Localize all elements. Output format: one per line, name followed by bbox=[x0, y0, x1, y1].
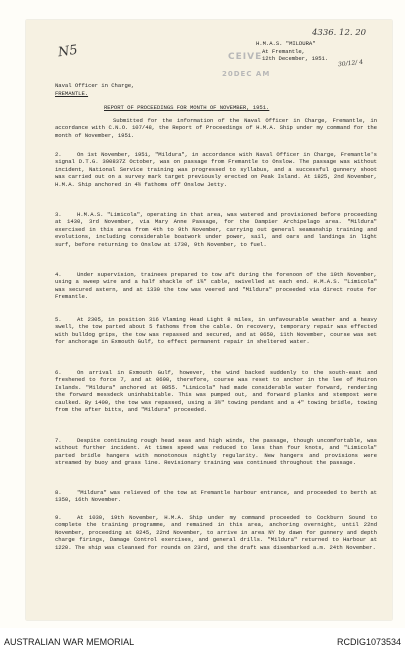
paragraph-number: 8. bbox=[55, 489, 62, 496]
paragraph-7 bbox=[55, 437, 377, 467]
paragraph-number: 5. bbox=[55, 316, 62, 323]
paragraph-text: At 2305, in position 316 Vlaming Head Light 8 miles, in unfavourable weather and a heavy swell, the tow parted about 5 fathoms from the cable. On recovery, temporary repair was effected with bulldog grips, the tow was repassed and secured, and at 0650, 11th November, course was set for anchorage in Exmouth Gulf, to effect permanent repair in sheltered water. bbox=[55, 316, 377, 346]
paragraph-number: 6. bbox=[55, 369, 62, 376]
archive-name: AUSTRALIAN WAR MEMORIAL bbox=[4, 637, 135, 647]
received-stamp-date: 20DEC AM bbox=[222, 70, 271, 78]
paragraph-8 bbox=[55, 489, 377, 504]
handwritten-note-margin: 30/12/ 4 bbox=[337, 58, 364, 69]
intro-text: Submitted for the information of the Naval Officer in Charge, Fremantle, in accordance with C.N.O. 107/48, the Report of Proceedings of H.M.A. Ship under my command for the month of November, 1951. bbox=[55, 117, 377, 139]
paragraph-number: 3. bbox=[55, 211, 62, 218]
paragraph-text: H.M.A.S. "Limicola", operating in that area, was watered and provisioned before proceeding at 1430, 3rd November, via Mary Anne Passage, for the Dampier Archipelago area. "Mildura" exercised in this area from 4th to 9th November, carrying out general seamanship training and evolutions, including considerable boatwork under power, sail, and oars and landings in light surf, before returning to Onslow at 1730, 9th November, to fuel. bbox=[55, 211, 377, 248]
paragraph-number: 7. bbox=[55, 437, 62, 444]
handwritten-note-top-left: N5 bbox=[57, 42, 79, 61]
paragraph-9 bbox=[55, 514, 377, 551]
letter-date: 12th December, 1951. bbox=[262, 55, 329, 62]
addressee-line2: FREMANTLE. bbox=[55, 89, 89, 97]
paragraph-number: 4. bbox=[55, 271, 62, 278]
handwritten-note-top-right: 4336. 12. 20 bbox=[312, 28, 367, 38]
paragraph-4 bbox=[55, 271, 377, 301]
ship-name: H.M.A.S. "MILDURA" bbox=[256, 40, 316, 47]
paragraph-number: 2. bbox=[55, 151, 62, 158]
addressee-line1: Naval Officer in Charge, bbox=[55, 82, 135, 89]
paragraph-number: 9. bbox=[55, 514, 62, 521]
paragraph-text: On arrival in Exmouth Gulf, however, the wind backed suddenly to the south-east and freshened to force 7, and at 0600, therefore, course was reset to anchor in the lee of Muiron Islands. "Mildura" anchored at 0855. "Limicola" had made considerable water forward, rendering the forward messdeck uninhabitable. This was pumped out, and forward planks and stempost were caulked. By 1400, the tow was repassed, using a 3½" towing pendant and a 4" towing bridle, towing from the after bitts, and "Mildura" proceeded. bbox=[55, 369, 377, 414]
report-title: REPORT OF PROCEEDINGS FOR MONTH OF NOVEMBER, 1951. bbox=[104, 104, 270, 111]
archive-reference: RCDIG1073534 bbox=[336, 637, 401, 647]
paragraph-text: Under supervision, trainees prepared to tow aft during the forenoon of the 10th November, using a sweep wire and a half shackle of 1¾" cable, swivelled at each end. H.M.A.S. "Limicola" was secured astern, and at 1330 the tow was veered and "Mildura" proceeded via direct route for Fremantle. bbox=[55, 271, 377, 301]
ship-location: At Fremantle, bbox=[262, 47, 305, 55]
paragraph-text: On 1st November, 1951, "Mildura", in accordance with Naval Officer in Charge, Fremantle's signal D.T.G. 300837Z October, was on passage from Fremantle to Onslow. The passage was without incident, National Service training was progressed to syllabus, and a successful gunnery shoot was carried out on a survey mark target previously erected on Peak Island. At 1825, 2nd November, H.M.A. Ship anchored in 4½ fathoms off Onslow Jetty. bbox=[55, 151, 377, 188]
intro-paragraph bbox=[55, 117, 377, 139]
paragraph-2 bbox=[55, 151, 377, 188]
archive-footer bbox=[0, 628, 405, 654]
paragraph-text: At 1030, 19th November, H.M.A. Ship under my command proceeded to Cockburn Sound to complete the training programme, and remained in this area, anchoring overnight, until 22nd November, proceeding at 0245, 22nd November, to arrive in area NY by dawn for gunnery and depth charge firings, Damage Control exercises, and general drills. "Mildura" returned to Harbour at 1220. The ship was cleansed for rounds on 23rd, and the draft was disembarked a.m. 24th November. bbox=[55, 514, 377, 551]
paragraph-text: Despite continuing rough head seas and high winds, the passage, though uncomfortable, was without further incident. At times speed was reduced to less than four knots, and "Limicola" parted bridle hangers with monotonous nightly regularity. New hangers and provisions were streamed by buoy and grass line. Revisionary training was continued throughout the passage. bbox=[55, 437, 377, 467]
received-stamp bbox=[228, 52, 262, 62]
paragraph-text: "Mildura" was relieved of the tow at Fremantle harbour entrance, and proceeded to berth at 1350, 16th November. bbox=[55, 489, 377, 504]
paragraph-6 bbox=[55, 369, 377, 413]
received-stamp-line1: CEIVE bbox=[228, 52, 263, 62]
paragraph-5 bbox=[55, 316, 377, 346]
paragraph-3 bbox=[55, 211, 377, 248]
